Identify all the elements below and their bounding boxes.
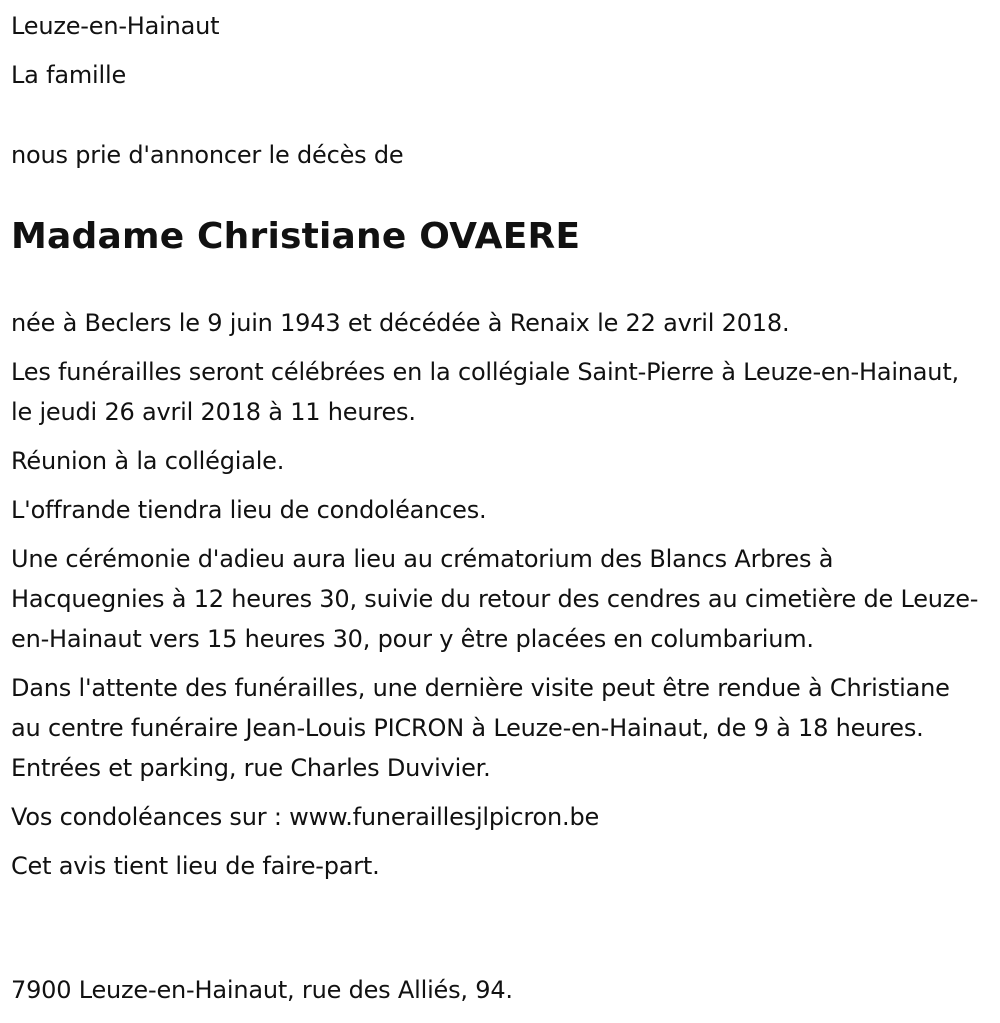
funeral-paragraph: Les funérailles seront célébrées en la collégiale Saint-Pierre à Leuze-en-Hainaut, le jeudi 26 avril 2018 à 11 heures. [11, 358, 959, 426]
meeting-paragraph: Réunion à la collégiale. [11, 447, 285, 475]
deceased-name: Madame Christiane OVAERE [11, 216, 581, 257]
offering-paragraph: L'offrande tiendra lieu de condoléances. [11, 496, 487, 524]
announcement-line: nous prie d'annoncer le décès de [11, 141, 404, 169]
notice-statement-paragraph: Cet avis tient lieu de faire-part. [11, 852, 380, 880]
ceremony-paragraph: Une cérémonie d'adieu aura lieu au crématorium des Blancs Arbres à Hacquegnies à 12 heures 30, suivie du retour des cendres au cimetière de Leuze-en-Hainaut vers 15 heures 30, pour y être placées en columbarium. [11, 545, 979, 653]
visit-paragraph: Dans l'attente des funérailles, une dernière visite peut être rendue à Christiane au centre funéraire Jean-Louis PICRON à Leuze-en-Hainaut, de 9 à 18 heures. Entrées et parking, rue Charles Duvivier. [11, 674, 950, 782]
family-line: La famille [11, 61, 127, 89]
city-heading: Leuze-en-Hainaut [11, 12, 220, 40]
birth-death-paragraph: née à Beclers le 9 juin 1943 et décédée à Renaix le 22 avril 2018. [11, 309, 790, 337]
address-line: 7900 Leuze-en-Hainaut, rue des Alliés, 94. [11, 976, 513, 1004]
condolences-paragraph: Vos condoléances sur : www.funeraillesjlpicron.be [11, 803, 600, 831]
notice-body [11, 303, 986, 895]
